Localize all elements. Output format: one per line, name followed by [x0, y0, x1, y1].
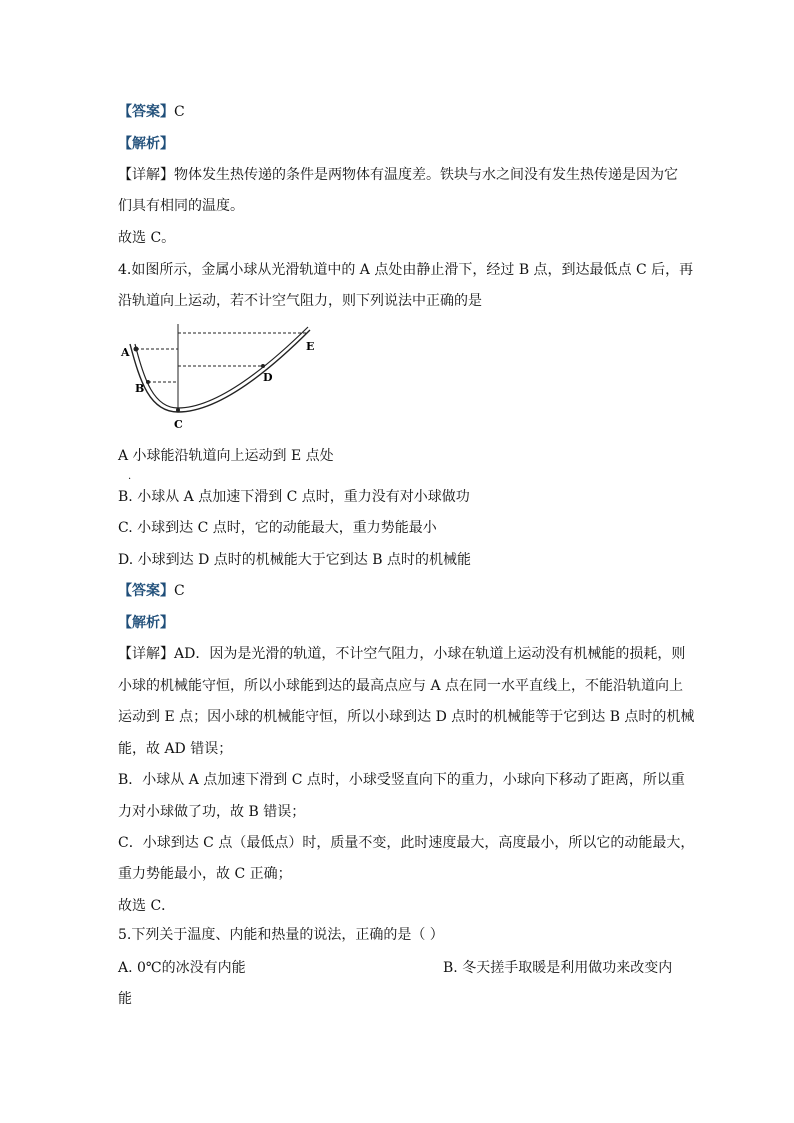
answer-line-1	[118, 102, 185, 122]
label-c: C	[174, 418, 183, 431]
choose-line-1: 故选 C。	[118, 230, 176, 246]
option-a: A 小球能沿轨道向上运动到 E 点处	[118, 448, 334, 464]
option-c: C. 小球到达 C 点时，它的动能最大，重力势能最小	[118, 520, 437, 536]
analysis-tag: 【解析】	[118, 615, 174, 631]
option-b: B. 小球从 A 点加速下滑到 C 点时，重力没有对小球做功	[118, 489, 470, 505]
detail-2-line-8: 重力势能最小，故 C 正确；	[118, 866, 292, 882]
analysis-heading-2	[118, 613, 174, 633]
point-a-marker	[134, 347, 139, 352]
question-5-option-a: A. 0℃的冰没有内能	[118, 960, 246, 976]
answer-tag: 【答案】	[118, 583, 174, 599]
detail-2-line-5: B．小球从 A 点加速下滑到 C 点时，小球受竖直向下的重力，小球向下移动了距离，所以重	[118, 772, 685, 788]
answer-line-2	[118, 581, 185, 601]
question-5-option-b-continued: 能	[118, 991, 132, 1007]
label-a: A	[121, 346, 130, 359]
detail-tag: 【详解】	[118, 646, 174, 662]
detail-text: 物体发生热传递的条件是两物体有温度差。铁块与水之间没有发生热传递是因为它	[174, 167, 678, 183]
detail-line-2: 们具有相同的温度。	[118, 198, 244, 214]
label-d: D	[263, 371, 273, 384]
option-a-dot: .	[128, 471, 132, 482]
question-4-stem-line-2: 沿轨道向上运动，若不计空气阻力，则下列说法中正确的是	[118, 293, 482, 309]
analysis-heading-1	[118, 134, 174, 154]
detail-tag: 【详解】	[118, 167, 174, 183]
detail-2-line-4: 能，故 AD 错误；	[118, 741, 233, 757]
analysis-tag: 【解析】	[118, 136, 174, 152]
question-4-stem-line-1: 4.如图所示，金属小球从光滑轨道中的 A 点处由静止滑下，经过 B 点，到达最低点 C 后，再	[118, 262, 694, 278]
track-outer	[130, 330, 310, 412]
point-d-marker	[261, 364, 265, 368]
answer-tag: 【答案】	[118, 104, 174, 120]
question-5-stem: 5.下列关于温度、内能和热量的说法，正确的是（ ）	[118, 927, 444, 943]
track-figure	[118, 322, 318, 434]
detail-2-line-7: C．小球到达 C 点（最低点）时，质量不变，此时速度最大，高度最小，所以它的动能最大，	[118, 835, 695, 851]
answer-value: C	[174, 104, 185, 120]
point-b-marker	[146, 380, 150, 384]
detail-2-line-6: 力对小球做了功，故 B 错误；	[118, 804, 306, 820]
track-inner	[135, 327, 308, 408]
point-c-marker	[176, 408, 180, 412]
label-b: B	[135, 382, 145, 395]
detail-line-1	[118, 165, 678, 185]
choose-line-2: 故选 C．	[118, 898, 176, 914]
detail-2-line-1	[118, 644, 685, 664]
answer-value: C	[174, 583, 185, 599]
detail-text: AD．因为是光滑的轨道，不计空气阻力，小球在轨道上运动没有机械能的损耗，则	[174, 646, 686, 662]
option-d: D. 小球到达 D 点时的机械能大于它到达 B 点时的机械能	[118, 552, 471, 568]
detail-2-line-2: 小球的机械能守恒，所以小球能到达的最高点应与 A 点在同一水平直线上，不能沿轨道向上	[118, 678, 684, 694]
detail-2-line-3: 运动到 E 点；因小球的机械能守恒，所以小球到达 D 点时的机械能等于它到达 B 点时的机械	[118, 709, 695, 725]
question-5-option-b: B. 冬天搓手取暖是利用做功来改变内	[443, 960, 673, 976]
label-e: E	[306, 340, 315, 353]
